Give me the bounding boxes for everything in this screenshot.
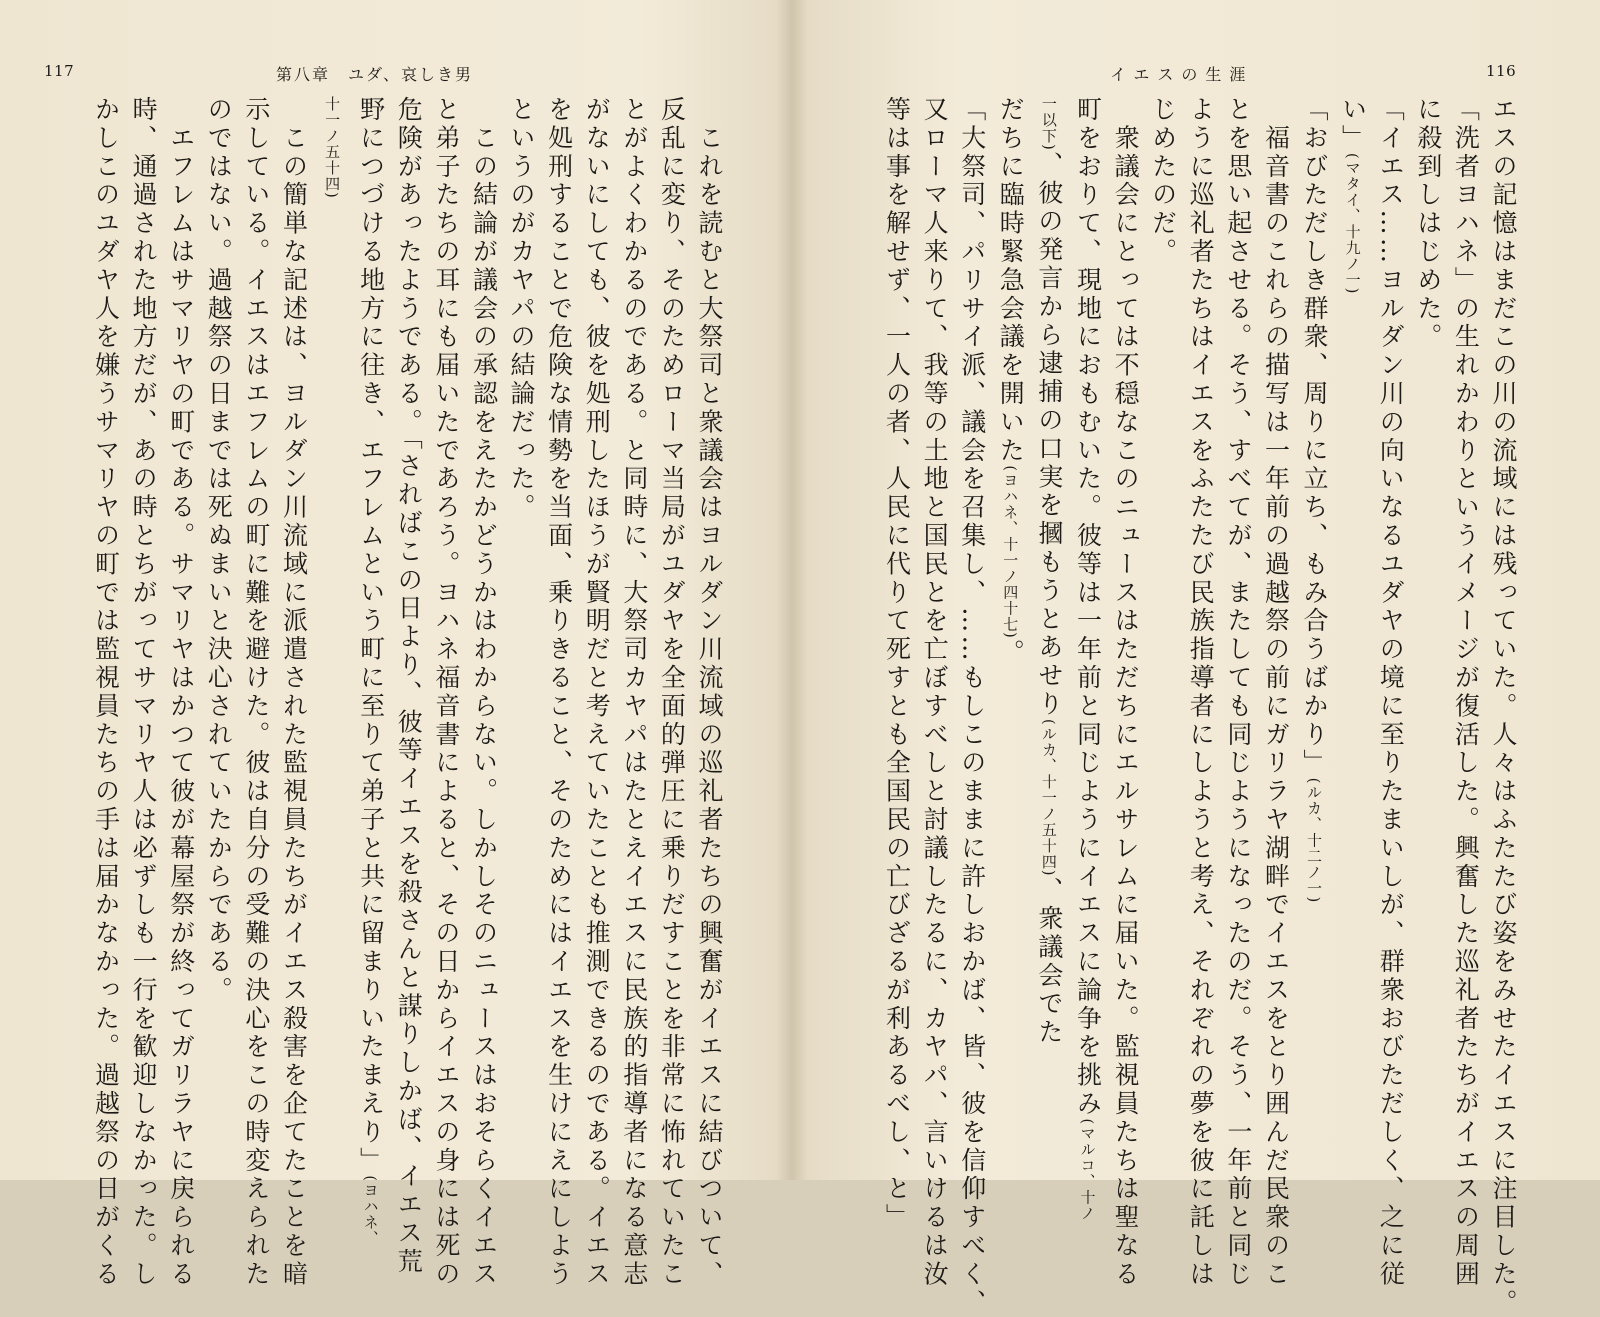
text-line	[878, 96, 916, 1232]
text-segment: かしこのユダヤ人を嫌うサマリヤの町では監視員たちの手は届かなかった。過越祭の日がくる	[91, 96, 121, 1289]
text-line	[953, 96, 991, 1317]
running-head: 第八章 ユダ、哀しき男	[276, 65, 474, 84]
text-line	[916, 96, 954, 1289]
text-line	[125, 96, 163, 1289]
citation-note: (マルコ、十ノ	[1078, 1118, 1097, 1222]
body-text	[836, 96, 1522, 1317]
text-line	[162, 96, 200, 1289]
text-line	[465, 96, 503, 1289]
citation-note: (ルカ、十一ノ五十四)	[1039, 718, 1058, 877]
text-segment: 福音書のこれらの描写は一年前の過越祭の前にガリラヤ湖畔でイエスをとり囲んだ民衆のこ	[1261, 96, 1291, 1289]
text-segment: がないにしても、彼を処刑したほうが賢明だと考えていたことも推測できるのである。イエス	[582, 96, 612, 1289]
text-segment: とがよくわかるのである。と同時に、大祭司カヤパはたとえイエスに民族的指導者になる意志	[619, 96, 649, 1289]
text-line	[1372, 96, 1410, 1289]
text-line	[1409, 96, 1447, 1132]
text-segment: 又ローマ人来りて、我等の土地と国民とを亡ぼすべしと討議したるに、カヤパ、言いけるは汝	[920, 96, 950, 1289]
text-line	[690, 96, 728, 1289]
text-line	[87, 96, 125, 1289]
text-line	[1257, 96, 1295, 1289]
text-line	[1333, 96, 1372, 1132]
text-line	[502, 96, 540, 1132]
page-number: 116	[1486, 62, 1517, 80]
text-line	[1294, 96, 1333, 1132]
text-segment: 「大祭司、パリサイ派、議会を召集し、……もしこのままに許しおかば、皆、彼を信仰すべく、	[957, 96, 987, 1317]
text-line	[275, 96, 313, 1289]
text-segment: ように巡礼者たちはイエスをふたたび民族指導者にしようと考え、それぞれの夢を彼に託しは	[1186, 96, 1216, 1289]
text-line	[615, 96, 653, 1289]
text-line	[351, 96, 390, 1247]
text-line	[1484, 96, 1522, 1317]
text-segment: とを思い起させる。そう、すべてが、またしても同じようになったのだ。そう、一年前と同じ	[1223, 96, 1253, 1289]
text-segment: これを読むと大祭司と衆議会はヨルダン川流域の巡礼者たちの興奮がイエスに結びついて、	[695, 96, 724, 1289]
text-line	[578, 96, 616, 1289]
text-line	[653, 96, 691, 1289]
text-line	[540, 96, 578, 1289]
text-segment: 衆議会にとっては不穏なこのニュースはただちにエルサレムに届いた。監視員たちは聖なる	[1111, 96, 1141, 1289]
text-segment: だちに臨時緊急会議を開いた	[996, 96, 1026, 466]
text-segment: 反乱に変り、そのためローマ当局がユダヤを全面的弾圧に乗りだすことを非常に怖れていたこ	[657, 96, 687, 1289]
text-segment: エスの記憶はまだこの川の流域には残っていた。人々はふたたび姿をみせたイエスに注目した。	[1489, 96, 1518, 1317]
text-line	[1106, 96, 1144, 1289]
citation-note: (マタイ、十九ノ一)	[1343, 152, 1362, 295]
left-page	[0, 0, 790, 1289]
text-segment: と弟子たちの耳にも届いたであろう。ヨハネ福音書によると、その日からイエスの身には死の	[431, 96, 461, 1289]
text-line	[991, 96, 1030, 1132]
text-segment: エフレムはサマリヤの町である。サマリヤはかつて彼が幕屋祭が終ってガリラヤに戻られる	[166, 96, 196, 1289]
text-line	[390, 96, 428, 1277]
text-line	[1447, 96, 1485, 1289]
text-line	[1068, 96, 1107, 1222]
text-segment: 等は事を解せず、一人の者、人民に代りて死すとも全国民の亡びざるが利あるべし、と」	[882, 96, 912, 1232]
text-segment: 、衆議会でた	[1034, 876, 1064, 1047]
page-number: 117	[44, 62, 75, 80]
text-segment: 、彼の発言から逮捕の口実を摑もうとあせり	[1034, 150, 1064, 719]
text-segment: この簡単な記述は、ヨルダン川流域に派遣された監視員たちがイエス殺害を企てたことを暗	[279, 96, 309, 1289]
text-segment: 野につづける地方に往き、エフレムという町に至りて弟子と共に留まりいたまえり」	[356, 96, 386, 1176]
text-line	[1219, 96, 1257, 1289]
text-line	[1029, 96, 1068, 1132]
text-line	[200, 96, 238, 1132]
citation-note: 十一ノ五十四)	[323, 96, 342, 199]
right-page	[800, 0, 1600, 1317]
running-head: イエスの生涯	[1110, 65, 1254, 84]
text-segment: じめたのだ。	[1148, 96, 1178, 267]
text-segment: というのがカヤパの結論だった。	[507, 96, 537, 522]
citation-note: (ヨハネ、	[361, 1175, 380, 1247]
citation-note: (ルカ、十二ノ一)	[1305, 777, 1324, 904]
body-text	[38, 96, 728, 1289]
text-segment: い」	[1338, 96, 1368, 153]
text-line	[1144, 96, 1182, 1132]
text-segment: 危険があったようである。「さればこの日より、彼等イエスを殺さんと謀りしかば、イエス荒	[394, 96, 424, 1277]
text-segment: この結論が議会の承認をえたかどうかはわからない。しかしそのニュースはおそらくイエス	[469, 96, 499, 1289]
text-segment: 。	[996, 638, 1026, 668]
text-segment: 「洗者ヨハネ」の生れかわりというイメージが復活した。興奮した巡礼者たちがイエスの周囲	[1451, 96, 1481, 1289]
citation-note: 一以下)	[1039, 96, 1058, 151]
text-line	[312, 96, 351, 1132]
text-line	[1182, 96, 1220, 1289]
text-line	[427, 96, 465, 1289]
citation-note: (ヨハネ、十一ノ四十七)	[1001, 465, 1020, 639]
text-segment: 示している。イエスはエフレムの町に難を避けた。彼は自分の受難の決心をこの時変えられた	[241, 96, 271, 1289]
text-segment: 時、通過された地方だが、あの時とちがってサマリヤ人は必ずしも一行を歓迎しなかった。し	[129, 96, 159, 1289]
text-segment: のではない。過越祭の日までは死ぬまいと決心されていたからである。	[204, 96, 234, 1005]
text-line	[237, 96, 275, 1289]
text-segment: に殺到しはじめた。	[1413, 96, 1443, 352]
text-segment: を処刑することで危険な情勢を当面、乗りきること、そのためにはイエスを生けにえにしよう	[544, 96, 574, 1289]
text-segment: 町をおりて、現地におもむいた。彼等は一年前と同じようにイエスに論争を挑み	[1073, 96, 1103, 1119]
text-segment: 「おびただしき群衆、周りに立ち、もみ合うばかり」	[1300, 96, 1330, 778]
text-segment: 「イエス……ヨルダン川の向いなるユダヤの境に至りたまいしが、群衆おびただしく、之に従	[1376, 96, 1406, 1289]
